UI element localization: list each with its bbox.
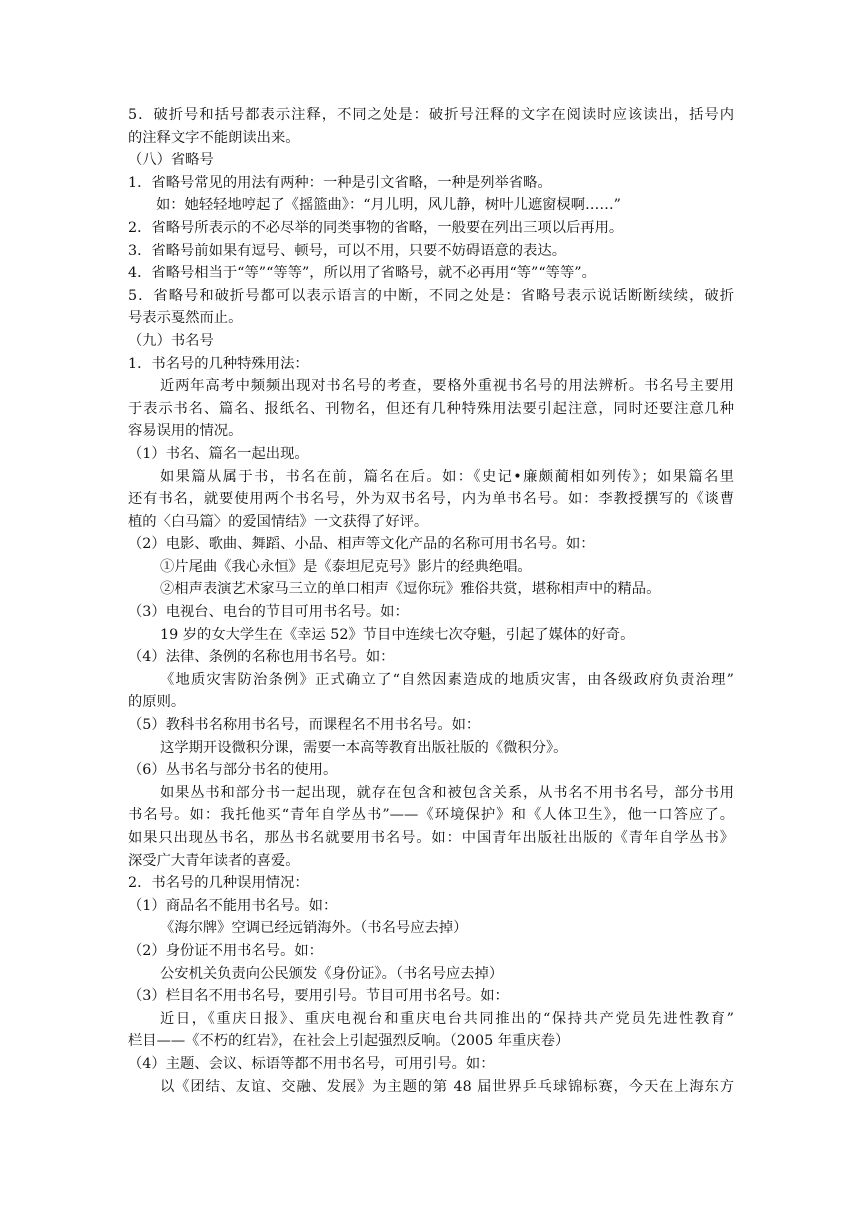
text-line: 以《团结、友谊、交融、发展》为主题的第 48 届世界乒乓球锦标赛，今天在上海东方: [160, 1078, 734, 1095]
text-line: 3．省略号前如果有逗号、顿号，可以不用，只要不妨碍语意的表达。: [128, 242, 566, 259]
text-line: 5．省略号和破折号都可以表示语言的中断，不同之处是：省略号表示说话断断续续，破折: [128, 287, 734, 304]
text-line: 这学期开设微积分课，需要一本高等教育出版社版的《微积分》。: [160, 739, 568, 756]
text-line: 植的〈白马篇〉的爱国情结》一文获得了好评。: [128, 513, 429, 530]
text-line: 1．书名号的几种特殊用法：: [128, 355, 309, 372]
text-line: 如果丛书和部分书一起出现，就存在包含和被包含关系，从书名不用书名号，部分书用: [160, 784, 734, 801]
text-line: （5）教科书名称用书名号，而课程名不用书名号。如：: [128, 717, 481, 734]
text-line: （6）丛书名与部分书名的使用。: [128, 762, 338, 779]
text-line: 如果只出现丛书名，那丛书名就要用书名号。如：中国青年出版社出版的《青年自学丛书》: [128, 830, 734, 846]
text-line: （八）省略号: [128, 152, 214, 169]
text-line: （3）电视台、电台的节目可用书名号。如：: [128, 604, 409, 621]
text-line: （1）商品名不能用书名号。如：: [128, 897, 338, 914]
text-line: 《地质灾害防治条例》正式确立了“自然因素造成的地质灾害，由各级政府负责治理”: [160, 671, 734, 688]
text-line: ②相声表演艺术家马三立的单口相声《逗你玩》雅俗共赏，堪称相声中的精品。: [160, 581, 661, 598]
text-line: 书名号。如：我托他买“青年自学丛书”——《环境保护》和《人体卫生》，他一口答应了。: [128, 807, 734, 824]
text-line: 于表示书名、篇名、报纸名、刊物名，但还有几种特殊用法要引起注意，同时还要注意几种: [128, 400, 734, 417]
text-line: 容易误用的情况。: [128, 423, 243, 440]
text-line: 1．省略号常见的用法有两种：一种是引文省略，一种是列举省略。: [128, 174, 552, 191]
text-line: 4．省略号相当于“等”“等等”，所以用了省略号，就不必再用“等”“等等”。: [128, 265, 596, 282]
text-line: 5．破折号和括号都表示注释，不同之处是：破折号汪释的文字在阅读时应该读出，括号内: [128, 107, 734, 123]
text-line: 2．书名号的几种误用情况：: [128, 875, 309, 892]
text-line: （2）身份证不用书名号。如：: [128, 942, 323, 959]
text-line: 《海尔牌》空调已经远销海外。（书名号应去掉）: [160, 920, 468, 937]
text-line: 近日，《重庆日报》、重庆电视台和重庆电台共同推出的“保持共产党员先进性教育”: [160, 1010, 734, 1027]
text-line: 19 岁的女大学生在《幸运 52》节目中连续七次夺魁，引起了媒体的好奇。: [160, 626, 635, 643]
text-line: 栏目——《不朽的红岩》，在社会上引起强烈反响。（2005 年重庆卷）: [128, 1033, 570, 1050]
text-line: 近两年高考中频频出现对书名号的考查，要格外重视书名号的用法辨析。书名号主要用: [160, 378, 734, 395]
text-line: （4）主题、会议、标语等都不用书名号，可用引号。如：: [128, 1055, 495, 1072]
text-line: 的原则。: [128, 694, 186, 711]
text-line: 号表示戛然而止。: [128, 310, 243, 327]
text-line: （3）栏目名不用书名号，要用引号。节目可用书名号。如：: [128, 988, 509, 1005]
text-line: 的注释文字不能朗读出来。: [128, 129, 300, 146]
text-line: （4）法律、条例的名称也用书名号。如：: [128, 649, 395, 666]
text-line: 还有书名，就要使用两个书名号，外为双书名号，内为单书名号。如：李教授撰写的《谈曹: [128, 491, 734, 508]
text-line: （1）书名、篇名一起出现。: [128, 445, 309, 462]
text-line: 如：她轻轻地哼起了《摇篮曲》：“月儿明，风儿静，树叶儿遮窗棂啊……”: [156, 197, 621, 214]
text-line: 深受广大青年读者的喜爱。: [128, 852, 300, 869]
text-line: （2）电影、歌曲、舞蹈、小品、相声等文化产品的名称可用书名号。如：: [128, 536, 595, 553]
text-line: （九）书名号: [128, 332, 214, 349]
text-line: 如果篇从属于书，书名在前，篇名在后。如：《史记•廉颇蔺相如列传》；如果篇名里: [160, 468, 734, 485]
text-line: 2．省略号所表示的不必尽举的同类事物的省略，一般要在列出三项以后再用。: [128, 219, 624, 236]
text-line: ①片尾曲《我心永恒》是《泰坦尼克号》影片的经典绝唱。: [160, 558, 532, 575]
text-line: 公安机关负责向公民颁发《身份证》。（书名号应去掉）: [160, 965, 504, 982]
